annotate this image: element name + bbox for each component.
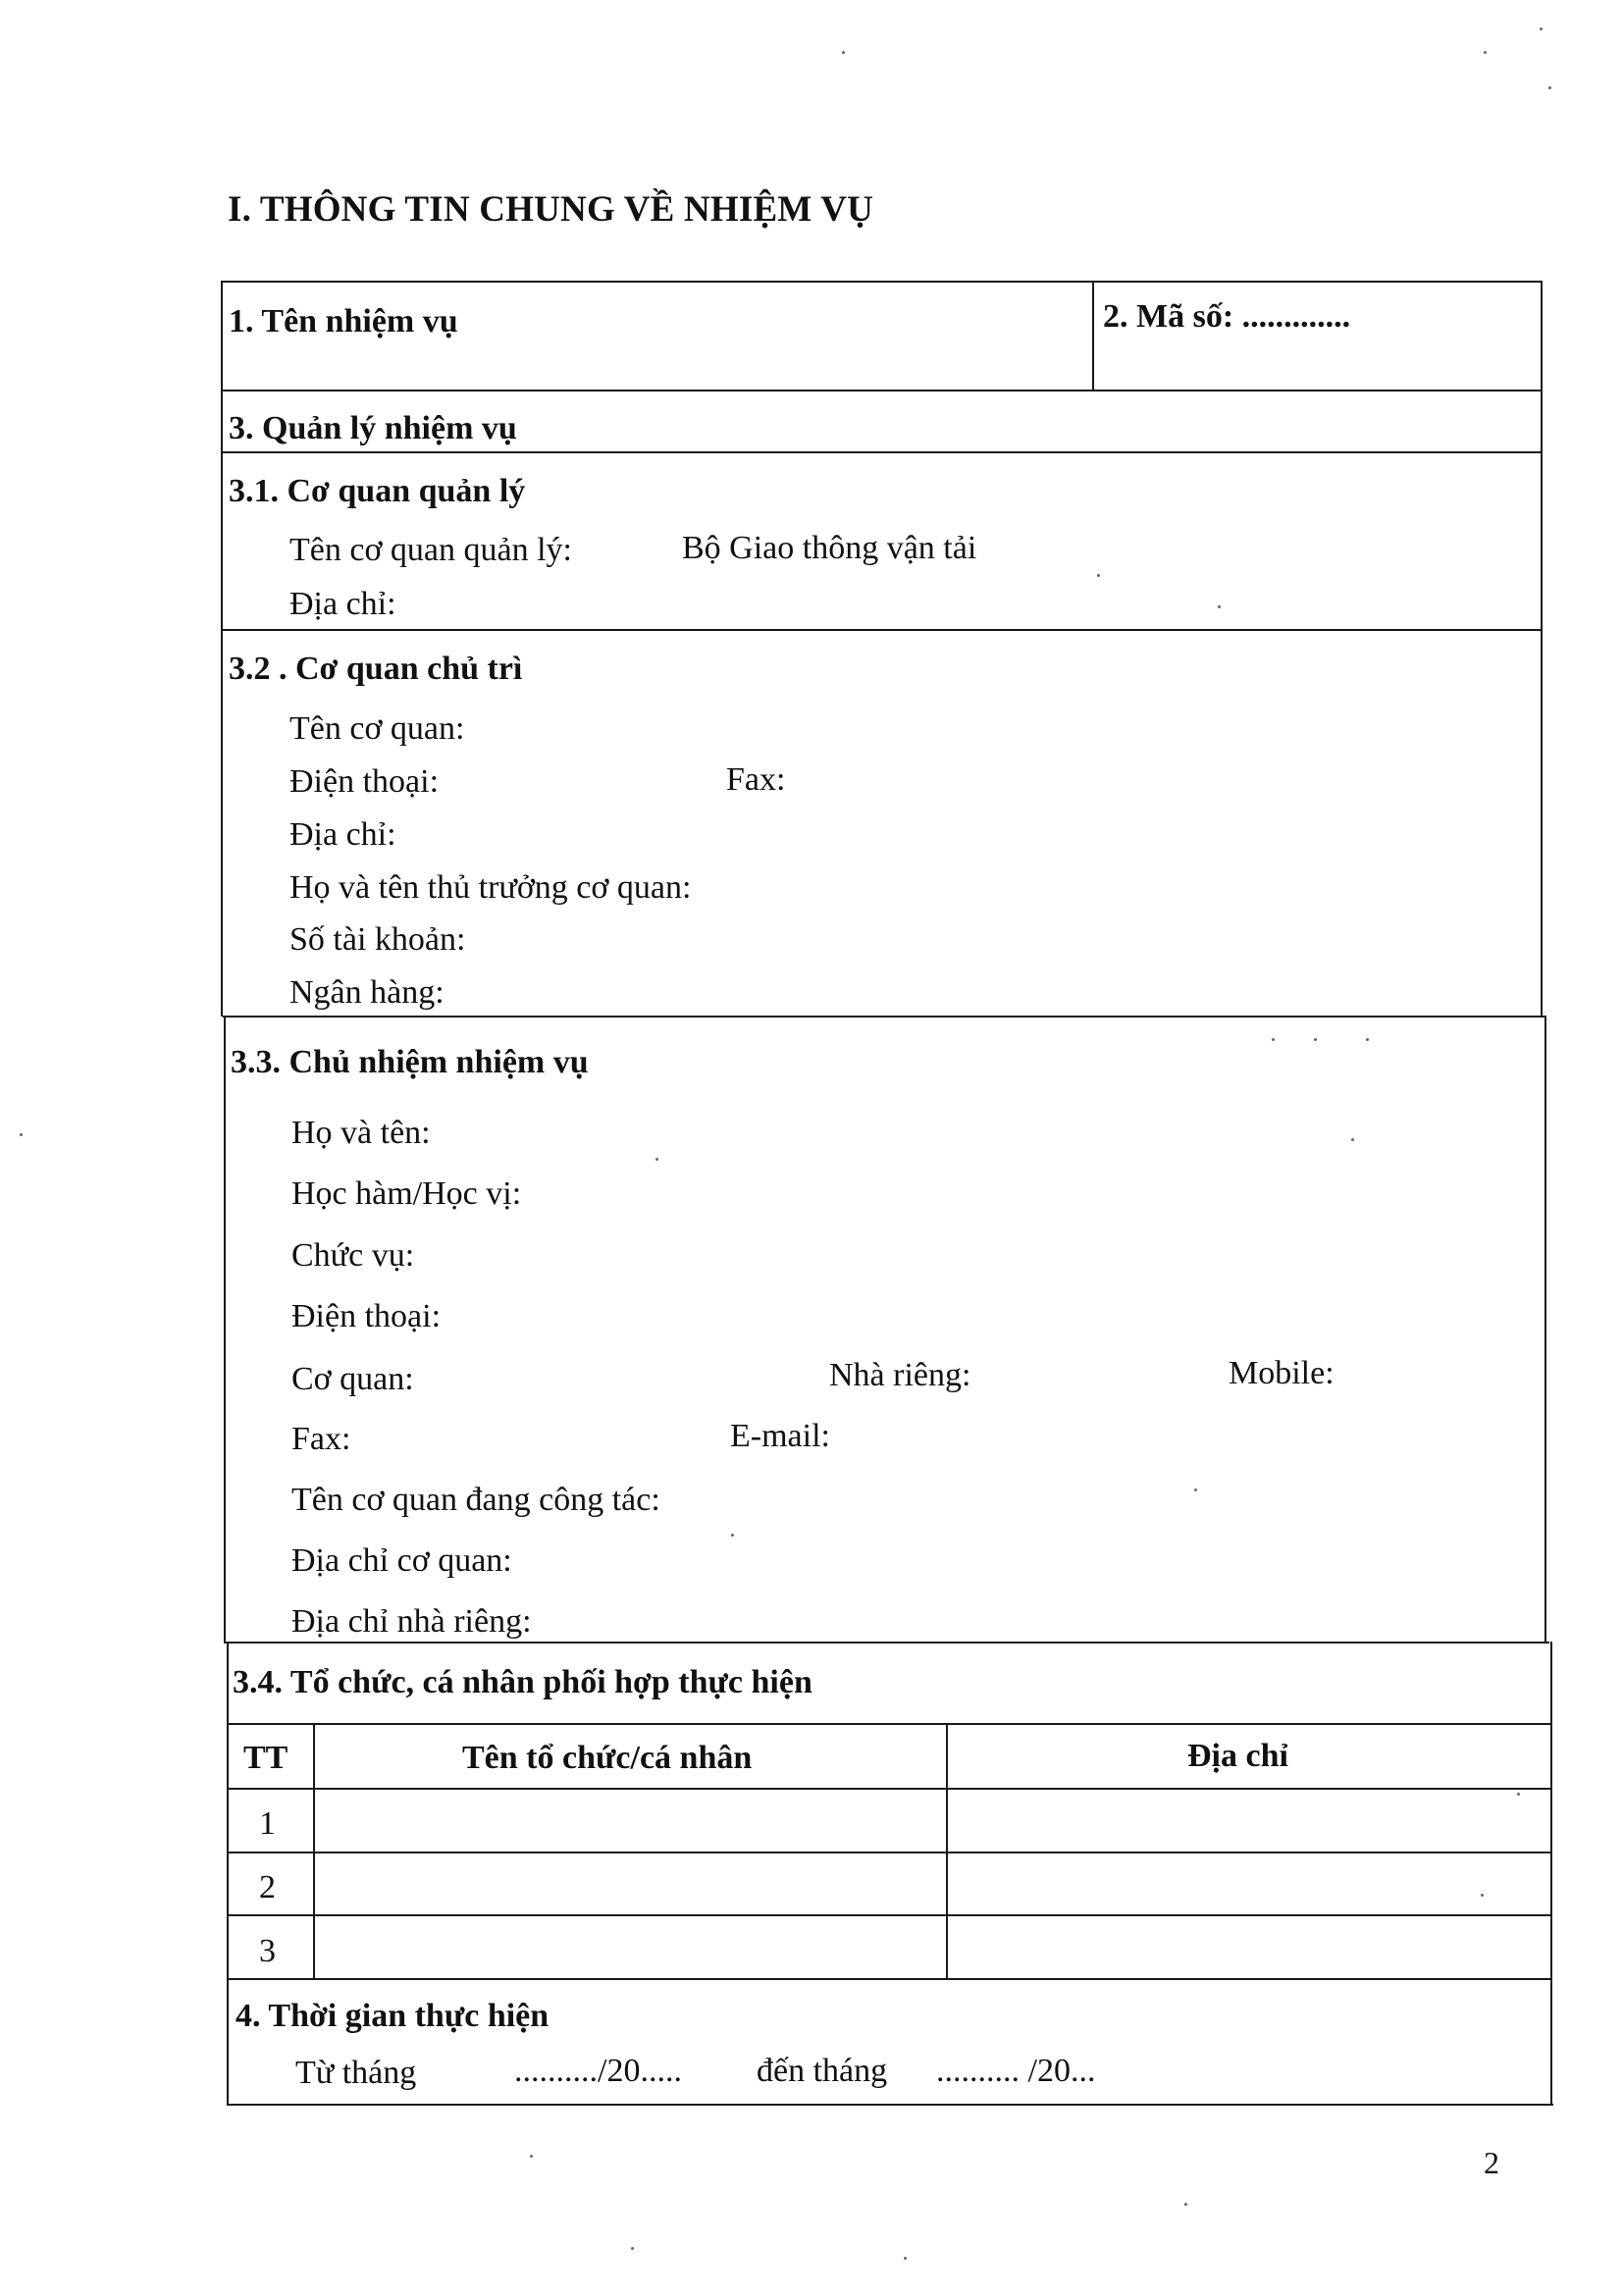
leader-mobile-label: Mobile: [1229,1355,1335,1391]
managing-agency-value: Bộ Giao thông vận tải [682,530,977,566]
leader-home-phone-label: Nhà riêng: [829,1357,971,1393]
leader-email-label: E-mail: [730,1418,830,1454]
task-name-label: 1. Tên nhiệm vụ [229,303,458,339]
leader-office-phone-label: Cơ quan: [291,1361,414,1397]
leader-workplace-label: Tên cơ quan đang công tác: [291,1482,660,1518]
row-divider [227,1852,1551,1853]
row-divider [227,1788,1551,1790]
row-divider [221,390,1543,391]
leader-fax-label: Fax: [291,1421,351,1457]
column-divider [946,1723,948,1979]
row-divider [225,1642,1549,1644]
table-row-number: 2 [259,1869,276,1905]
column-divider [1092,281,1094,391]
leader-name-label: Họ và tên: [291,1115,431,1151]
table-row-number: 3 [259,1933,276,1969]
col-header-address: Địa chỉ [1187,1738,1288,1774]
column-divider [313,1723,315,1979]
leader-degree-label: Học hàm/Học vị: [291,1175,522,1212]
host-account-label: Số tài khoản: [289,921,466,958]
row-divider [223,1016,1546,1018]
table-top-border [221,281,1543,283]
leader-home-address-label: Địa chỉ nhà riêng: [291,1603,532,1640]
table-right-border [1541,281,1543,1017]
row-divider [227,1978,1551,1980]
leader-office-address-label: Địa chỉ cơ quan: [291,1542,512,1579]
section-3-2-title: 3.2 . Cơ quan chủ trì [229,651,523,687]
table-left-border [227,1642,229,2105]
section-heading: I. THÔNG TIN CHUNG VỀ NHIỆM VỤ [228,189,874,230]
host-address-label: Địa chỉ: [289,816,396,853]
table-right-border [1550,1642,1552,2105]
table-bottom-border [227,2104,1553,2106]
leader-position-label: Chức vụ: [291,1237,415,1274]
host-fax-label: Fax: [726,761,786,798]
leader-phone-label: Điện thoại: [291,1298,442,1334]
table-right-border [1544,1016,1546,1644]
task-code-label: 2. Mã số: ............. [1103,298,1351,335]
section-3-3-title: 3.3. Chủ nhiệm nhiệm vụ [231,1044,589,1080]
row-divider [227,1914,1551,1916]
table-left-border [221,281,223,1017]
host-name-label: Tên cơ quan: [289,710,465,747]
col-header-name: Tên tổ chức/cá nhân [462,1740,753,1776]
period-to-label: đến tháng [757,2053,888,2089]
period-to-value: .......... /20... [936,2053,1096,2089]
row-divider [221,629,1543,631]
section-4-title: 4. Thời gian thực hiện [236,1998,550,2034]
managing-address-label: Địa chỉ: [289,586,396,622]
section-3-4-title: 3.4. Tổ chức, cá nhân phối hợp thực hiện [233,1664,812,1700]
host-bank-label: Ngân hàng: [289,974,445,1011]
section-3-title: 3. Quản lý nhiệm vụ [229,410,517,446]
managing-agency-label: Tên cơ quan quản lý: [289,532,573,568]
table-row-number: 1 [259,1805,276,1842]
host-head-label: Họ và tên thủ trưởng cơ quan: [289,869,692,906]
row-divider [227,1723,1551,1725]
section-3-1-title: 3.1. Cơ quan quản lý [229,473,526,509]
period-from-value: ........../20..... [514,2053,682,2089]
row-divider [221,451,1543,453]
col-header-tt: TT [243,1740,288,1776]
period-from-label: Từ tháng [295,2055,417,2091]
table-left-border [224,1016,226,1644]
host-phone-label: Điện thoại: [289,763,440,800]
page-number: 2 [1484,2145,1499,2180]
